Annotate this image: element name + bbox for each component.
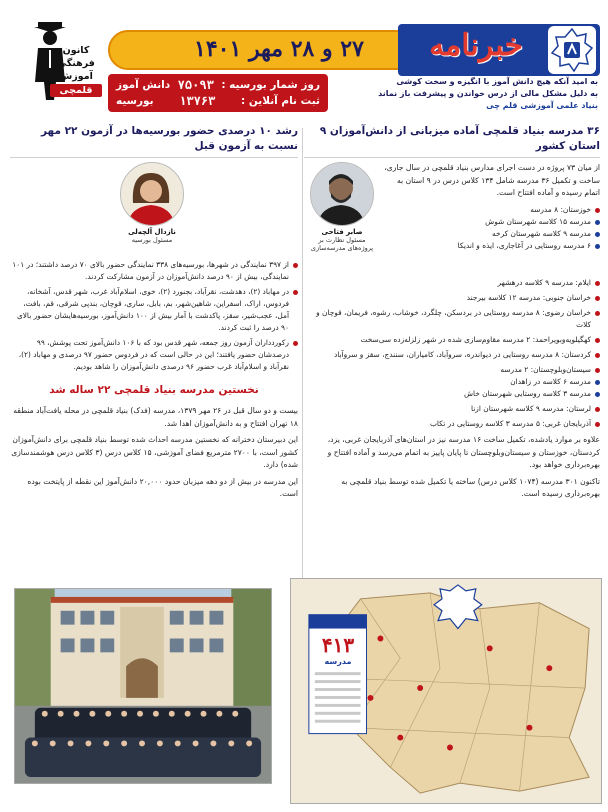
portrait-woman [120,162,184,226]
province-text: خوزستان: ۸ مدرسه [530,204,591,214]
province-item [304,376,600,388]
school-photo [14,588,272,784]
province-text: مدرسه ۶ کلاسه در زاهدان [510,377,591,386]
right-paragraph-2: علاوه بر موارد یادشده، تکمیل ساخت ۱۶ مدرسه نیز در استان‌های آذربایجان غربی، یزد، کردستان، خوزستان و سیستان‌وبلوچستان تا پایان پاییز به اتمام می‌رسد و آماده افتتاح و بهره‌برداری خواهد بود. [327,435,600,469]
right-article [304,124,600,501]
province-item [304,349,600,361]
foundation-emblem [548,26,596,74]
left-bullet-text: از ۳۹۷ نمایندگی در شهرها، بورسیه‌های ۳۳۸ نمایندگی حضور بالای ۷۰ درصد داشتند؛ در ۱۰۱ نمایندگی، بیش از ۹۰ درصد دانش‌آموزان در آزمون مشارکت کردند. [12,260,289,281]
province-item [304,307,600,331]
left-bullet-text: رکوردداران آزمون روز جمعه، شهر قدس بود که با ۱۰۶ دانش‌آموز تحت پوشش، ۹۹ درصدشان حضور یافتند؛ این در حالی است که در فردوس حضور ۹۷ درصدی و مهاباد (۲)، نقرآباد و اسلام‌آباد غرب حضور ۹۶ درصدی دانش‌آموزان را شاهد بودیم. [18,338,289,371]
province-item [304,292,600,304]
stat-unit: دانش آموز [116,79,171,91]
title-box [398,24,600,76]
bullet-dot-icon [595,281,600,286]
mascot-label-accent: قلمچی [50,84,102,97]
province-item [304,403,600,415]
right-intro: از میان ۷۳ پروژه در دست اجرای مدارس بنیاد قلمچی در سال جاری، ساخت و تکمیل ۳۶ مدرسه شامل ۱۳۴ کلاس درس در ۹ استان به اتمام رسیده و آماده افتتاح است. [384,163,600,197]
slogan-line: به دلیل مشکل مالی از درس خواندن و پیشرفت باز نماند [378,89,598,98]
left-article [10,124,298,501]
province-item [304,277,600,289]
left-bullet-list [10,259,298,373]
iran-schools-map [290,578,602,804]
bullet-dot-icon [595,232,600,237]
map-inset-callout [311,633,365,666]
bullet-dot-icon [595,338,600,343]
right-person-role: مسئول نظارت بر پروژه‌های مدرسه‌سازی [310,236,374,252]
province-text: کردستان: ۸ مدرسه روستایی در دیواندره، سروآباد، کامیاران، سنندج، سقز و سروآباد [333,350,591,359]
bullet-dot-icon [595,422,600,427]
stat-value: ۱۳۷۶۳ [179,94,216,108]
province-list [382,204,600,252]
bullet-dot-icon [293,290,298,295]
ghalamchi-emblem-icon [548,26,596,74]
right-intro-block [304,162,600,274]
province-text: ایلام: مدرسه ۹ کلاسه درهشهر [497,278,591,287]
left-sub-paragraph: این مدرسه در بیش از دو دهه میزبان حدود ۲۰,۰۰۰ دانش‌آموز این نقطه از پایتخت بوده است. [27,476,298,498]
province-text: کهگیلویه‌وبویراحمد: ۲ مدرسه مقاوم‌سازی شده در شهر زلزله‌زده سی‌سخت [360,335,591,344]
province-item [304,388,600,400]
province-text: مدرسه ۳ کلاسه روستایی شهرستان خاش [463,389,591,398]
iran-map-icon [291,579,601,803]
bullet-dot-icon [595,296,600,301]
left-photo-block [10,162,298,256]
province-item [382,240,600,252]
mascot-label-line: فرهنگی [57,58,95,69]
province-text: خراسان رضوی: ۸ مدرسه روستایی در بردسکن، چلگرد، خوشاب، رشوه، فریمان، قوچان و کلات [316,308,591,329]
date-band [108,30,448,70]
right-article-headline: ۳۶ مدرسه بنیاد قلمچی آماده میزبانی از دانش‌آموزان ۹ استان کشور [304,124,600,158]
stat-unit: بورسیه [116,95,154,107]
bullet-dot-icon [293,341,298,346]
left-bullet-item [10,286,298,334]
left-person-name: نازدال آلچه‌لی [128,228,176,236]
bullet-dot-icon [595,368,600,373]
bullet-dot-icon [595,353,600,358]
left-bullet-item [10,337,298,373]
newsletter-title: خبرنامه [429,28,523,63]
column-divider [302,128,303,578]
right-person-photo [310,162,374,252]
left-bullet-text: در مهاباد (۲)، دهدشت، نقرآباد، بجنورد (۲)، خوی، اسلام‌آباد غرب، شهر قدس، آشخانه، فردوس، اراک، اسفراین، شاهین‌شهر، بم، بابل، ساری، قوچان، بندپی شرقی، قم، بافت، آمل، عجب‌شیر، سقز، پاکدشت با آمار بیش از ۱۰۰ دانش‌آموز، بورسیه‌هایشان حضور بالای ۹۰ درصد را ثبت کردند. [16,287,289,332]
stat-row [116,77,320,93]
left-bullet-item [10,259,298,283]
bullet-dot-icon [595,220,600,225]
bullet-dot-icon [595,311,600,316]
bullet-dot-icon [595,208,600,213]
portrait-man [310,162,374,226]
right-paragraph-3: تاکنون ۳۰۱ مدرسه (۱۰۷۴ کلاس درس) ساخته یا تکمیل شده توسط بنیاد قلمچی به بهره‌برداری رسیده است. [341,476,600,498]
stat-row [116,93,320,109]
province-text: مدرسه ۹ کلاسه شهرستان کرخه [492,228,591,238]
left-sub-paragraphs [10,405,298,501]
province-text: سیستان‌وبلوچستان: ۲ مدرسه [500,365,591,374]
man-portrait-icon [310,163,373,226]
province-item [382,228,600,240]
bullet-dot-icon [595,244,600,249]
province-text: لرستان: مدرسه ۹ کلاسه شهرستان ازنا [470,404,591,413]
province-text: مدرسه ۱۵ کلاسه شهرستان شوش [485,216,591,226]
bullet-dot-icon [595,407,600,412]
mascot-label-line: آموزش [59,71,93,82]
province-text: خراسان جنوبی: مدرسه ۱۲ کلاسه بیرجند [466,293,591,302]
bullet-dot-icon [293,263,298,268]
province-item [304,418,600,430]
kanoon-mascot-logo [10,14,100,114]
mascot-label-line: کانون [62,45,90,56]
brand-block [108,18,600,118]
province-text: ۶ مدرسه روستایی در آغاجاری، ایذه و اندیکا [457,240,591,250]
mascot-label [50,44,102,97]
province-item [304,334,600,346]
province-item [304,364,600,376]
school-building-photo-icon [15,589,271,783]
publisher-name: بنیاد علمی آموزشی قلم چی [486,101,598,110]
province-item [382,216,600,228]
right-person-name: صابر فتاحی [321,228,363,236]
stat-label: ثبت نام آنلاین : [241,95,320,107]
slogan [336,76,598,112]
left-person-photo [120,162,184,244]
province-list-continued [304,277,600,430]
left-sub-headline: نخستین مدرسه بنیاد قلمچی ۲۲ ساله شد [49,384,259,396]
masthead [0,0,608,120]
left-person-role: مسئول بورسیه [131,236,173,244]
left-article-headline: رشد ۱۰ درصدی حضور بورسیه‌ها در آزمون ۲۲ مهر نسبت به آزمون قبل [10,124,298,158]
slogan-line: به امید آنکه هیچ دانش آموز با انگیزه و سخت کوشی [396,77,598,86]
map-big-number: ۴۱۳ [321,633,355,657]
stat-value: ۷۵۰۹۳ [177,78,214,92]
map-big-number-label: مدرسه [324,657,352,666]
stats-box [108,74,328,112]
province-item [382,204,600,216]
issue-date: ۲۷ و ۲۸ مهر ۱۴۰۱ [194,36,364,62]
province-text: آذربایجان غربی: ۵ مدرسه ۳ کلاسه روستایی در تکاب [429,419,591,428]
left-sub-paragraph: بیست و دو سال قبل در ۲۶ مهر ۱۳۷۹، مدرسه (فدک) بنیاد قلمچی در محله یافت‌آباد منطقه ۱۸ تهران افتتاح و به دانش‌آموزان اهدا شد. [13,406,298,428]
left-sub-paragraph: این دبیرستان دخترانه که نخستین مدرسه احداث شده توسط بنیاد قلمچی برای دانش‌آموزان کشور است، با ۲۷۰۰ مترمربع فضای آموزشی، ۱۵ کلاس درس (۳ کلاس درس هوشمندسازی شده) دارد. [11,435,298,469]
bullet-dot-icon [595,380,600,385]
stat-label: روز شمار بورسیه : [221,79,320,91]
bullet-dot-icon [595,392,600,397]
woman-portrait-icon [120,163,183,226]
